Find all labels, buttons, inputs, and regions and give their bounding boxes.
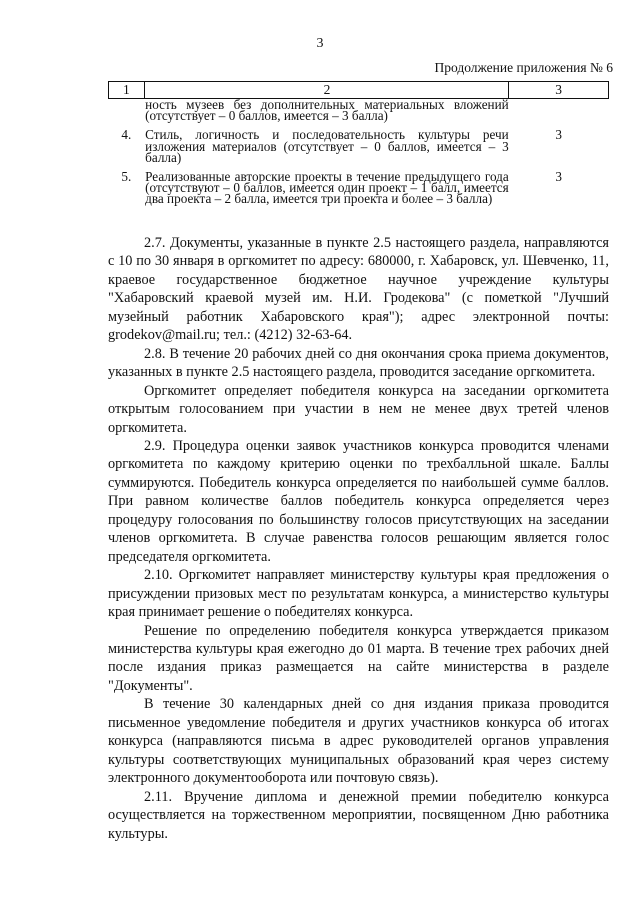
paragraph-notification: В течение 30 календарных дней со дня издания приказа проводится письменное уведомление победителя и других участников конкурса об итогах конкурса (направляются письма в адрес руководителей органов управления культуры соответствующих муниципальных образований края через систему электронного документооборота или почтовую связь).	[108, 696, 609, 787]
paragraph-2-11: 2.11. Вручение диплома и денежной премии победителю конкурса осуществляется на торжественном мероприятии, посвященном Дню работника культуры.	[108, 788, 609, 842]
paragraph-2-8: 2.8. В течение 20 рабочих дней со дня окончания срока приема документов, указанных в пункте 2.5 настоящего раздела, проводится заседание оргкомитета.	[108, 345, 609, 381]
criterion-text: Реализованные авторские проекты в течение предыдущего года (отсутствуют – 0 баллов, имеется один проект – 1 балл, имеется два проекта – 2 балла, имеется три проекта и более – 3 балла)	[145, 169, 509, 207]
criterion-score	[509, 99, 609, 122]
criterion-text: Стиль, логичность и последовательность культуры речи изложения материалов (отсутствует – 0 баллов, имеется – 3 балла)	[145, 127, 509, 165]
table-row	[109, 99, 609, 122]
document-body	[108, 234, 609, 843]
paragraph-2-7: 2.7. Документы, указанные в пункте 2.5 настоящего раздела, направляются с 10 по 30 января в оргкомитет по адресу: 680000, г. Хабаровск, ул. Шевченко, 11, краевое государственное бюджетное научное учреждение культуры "Хабаровский краевой музей им. Н.И. Гродекова" (с пометкой "Лучший музейный работник Хабаровского края"); адрес электронной почты: grodekov@mail.ru; тел.: (4212) 32-63-64.	[108, 235, 609, 344]
paragraph-winner-decision: Решение по определению победителя конкурса утверждается приказом министерства культуры края ежегодно до 01 марта. В течение трех рабочих дней после издания приказ размещается на сайте министерства в разделе "Документы".	[108, 622, 609, 694]
criterion-text: ность музеев без дополнительных материальных вложений (отсутствует – 0 баллов, имеется – 3 балла)	[145, 97, 509, 124]
page-number: 3	[316, 36, 324, 51]
appendix-continuation-label: Продолжение приложения № 6	[434, 60, 613, 75]
paragraph-orgcommittee-vote: Оргкомитет определяет победителя конкурса на заседании оргкомитета открытым голосованием при участии в нем не менее двух третей членов оргкомитета.	[108, 382, 609, 436]
criterion-number	[109, 99, 145, 122]
criterion-score: 3	[555, 169, 562, 185]
criterion-number: 4.	[121, 127, 132, 143]
column-header-1: 1	[109, 82, 145, 99]
criteria-table	[108, 81, 609, 205]
column-header-2: 2	[144, 82, 509, 99]
table-header-row	[109, 82, 609, 99]
table-row	[109, 171, 609, 205]
criterion-score: 3	[555, 127, 562, 143]
table-row	[109, 129, 609, 163]
paragraph-2-9: 2.9. Процедура оценки заявок участников конкурса проводится членами оргкомитета по каждому критерию оценки по трехбалльной шкале. Баллы суммируются. Победитель конкурса определяется по наибольшей сумме баллов. При равном количестве баллов победитель конкурса определяется через процедуру голосования по большинству голосов присутствующих на заседании членов оргкомитета. В случае равенства голосов решающим является голос председателя оргкомитета.	[108, 437, 609, 565]
criterion-number: 5.	[121, 169, 132, 185]
paragraph-2-10: 2.10. Оргкомитет направляет министерству культуры края предложения о присуждении призовых мест по результатам конкурса, а министерство культуры края принимает решение о победителях конкурса.	[108, 567, 609, 621]
column-header-3: 3	[509, 82, 609, 99]
